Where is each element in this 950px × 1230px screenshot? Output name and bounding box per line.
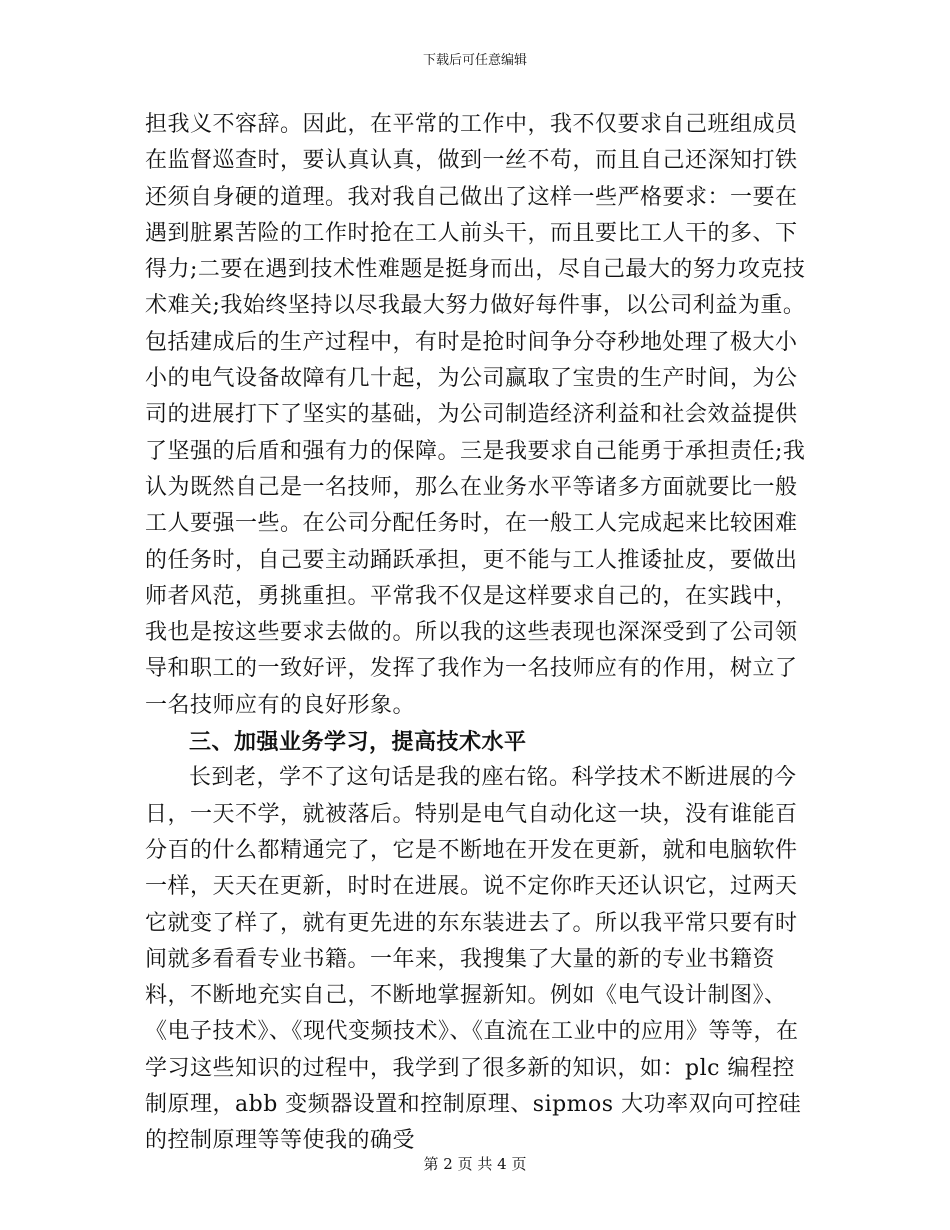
body-paragraph: 长到老，学不了这句话是我的座右铭。科学技术不断进展的今日，一天不学，就被落后。特别是电气自动化这一块，没有谁能百分百的什么都精通完了，它是不断地在开发在更新，就和电脑软件一样，天天在更新，时时在进展。说不定你昨天还认识它，过两天它就变了样了，就有更先进的东东装进去了。所以我平常只要有时间就多看看专业书籍。一年来，我搜集了大量的新的专业书籍资料，不断地充实自己，不断地掌握新知。例如《电气设计制图》、《电子技术》、《现代变频技术》、《直流在工业中的应用》等等，在学习这些知识的过程中，我学到了很多新的知识，如：plc 编程控制原理，abb 变频器设置和控制原理、sipmos 大功率双向可控硅的控制原理等等使我的确受 bbox=[145, 765, 802, 1154]
page-number: 第 2 页 共 4 页 bbox=[423, 1155, 527, 1173]
document-body bbox=[145, 107, 807, 1160]
body-paragraph: 担我义不容辞。因此，在平常的工作中，我不仅要求自己班组成员在监督巡查时，要认真认真，做到一丝不苟，而且自己还深知打铁还须自身硬的道理。我对我自己做出了这样一些严格要求：一要在遇到脏累苦险的工作时抢在工人前头干，而且要比工人干的多、下得力;二要在遇到技术性难题是挺身而出，尽自己最大的努力攻克技术难关;我始终坚持以尽我最大努力做好每件事，以公司利益为重。包括建成后的生产过程中，有时是抢时间争分夺秒地处理了极大小小的电气设备故障有几十起，为公司赢取了宝贵的生产时间，为公司的进展打下了坚实的基础，为公司制造经济利益和社会效益提供了坚强的后盾和强有力的保障。三是我要求自己能勇于承担责任;我认为既然自己是一名技师，那么在业务水平等诸多方面就要比一般工人要强一些。在公司分配任务时，在一般工人完成起来比较困难的任务时，自己要主动踊跃承担，更不能与工人推诿扯皮，要做出师者风范，勇挑重担。平常我不仅是这样要求自己的，在实践中，我也是按这些要求去做的。所以我的这些表现也深深受到了公司领导和职工的一致好评，发挥了我作为一名技师应有的作用，树立了一名技师应有的良好形象。 bbox=[145, 112, 806, 718]
page-header: 下载后可任意编辑 bbox=[422, 53, 527, 68]
section-heading: 三、加强业务学习，提高技术水平 bbox=[189, 729, 527, 756]
